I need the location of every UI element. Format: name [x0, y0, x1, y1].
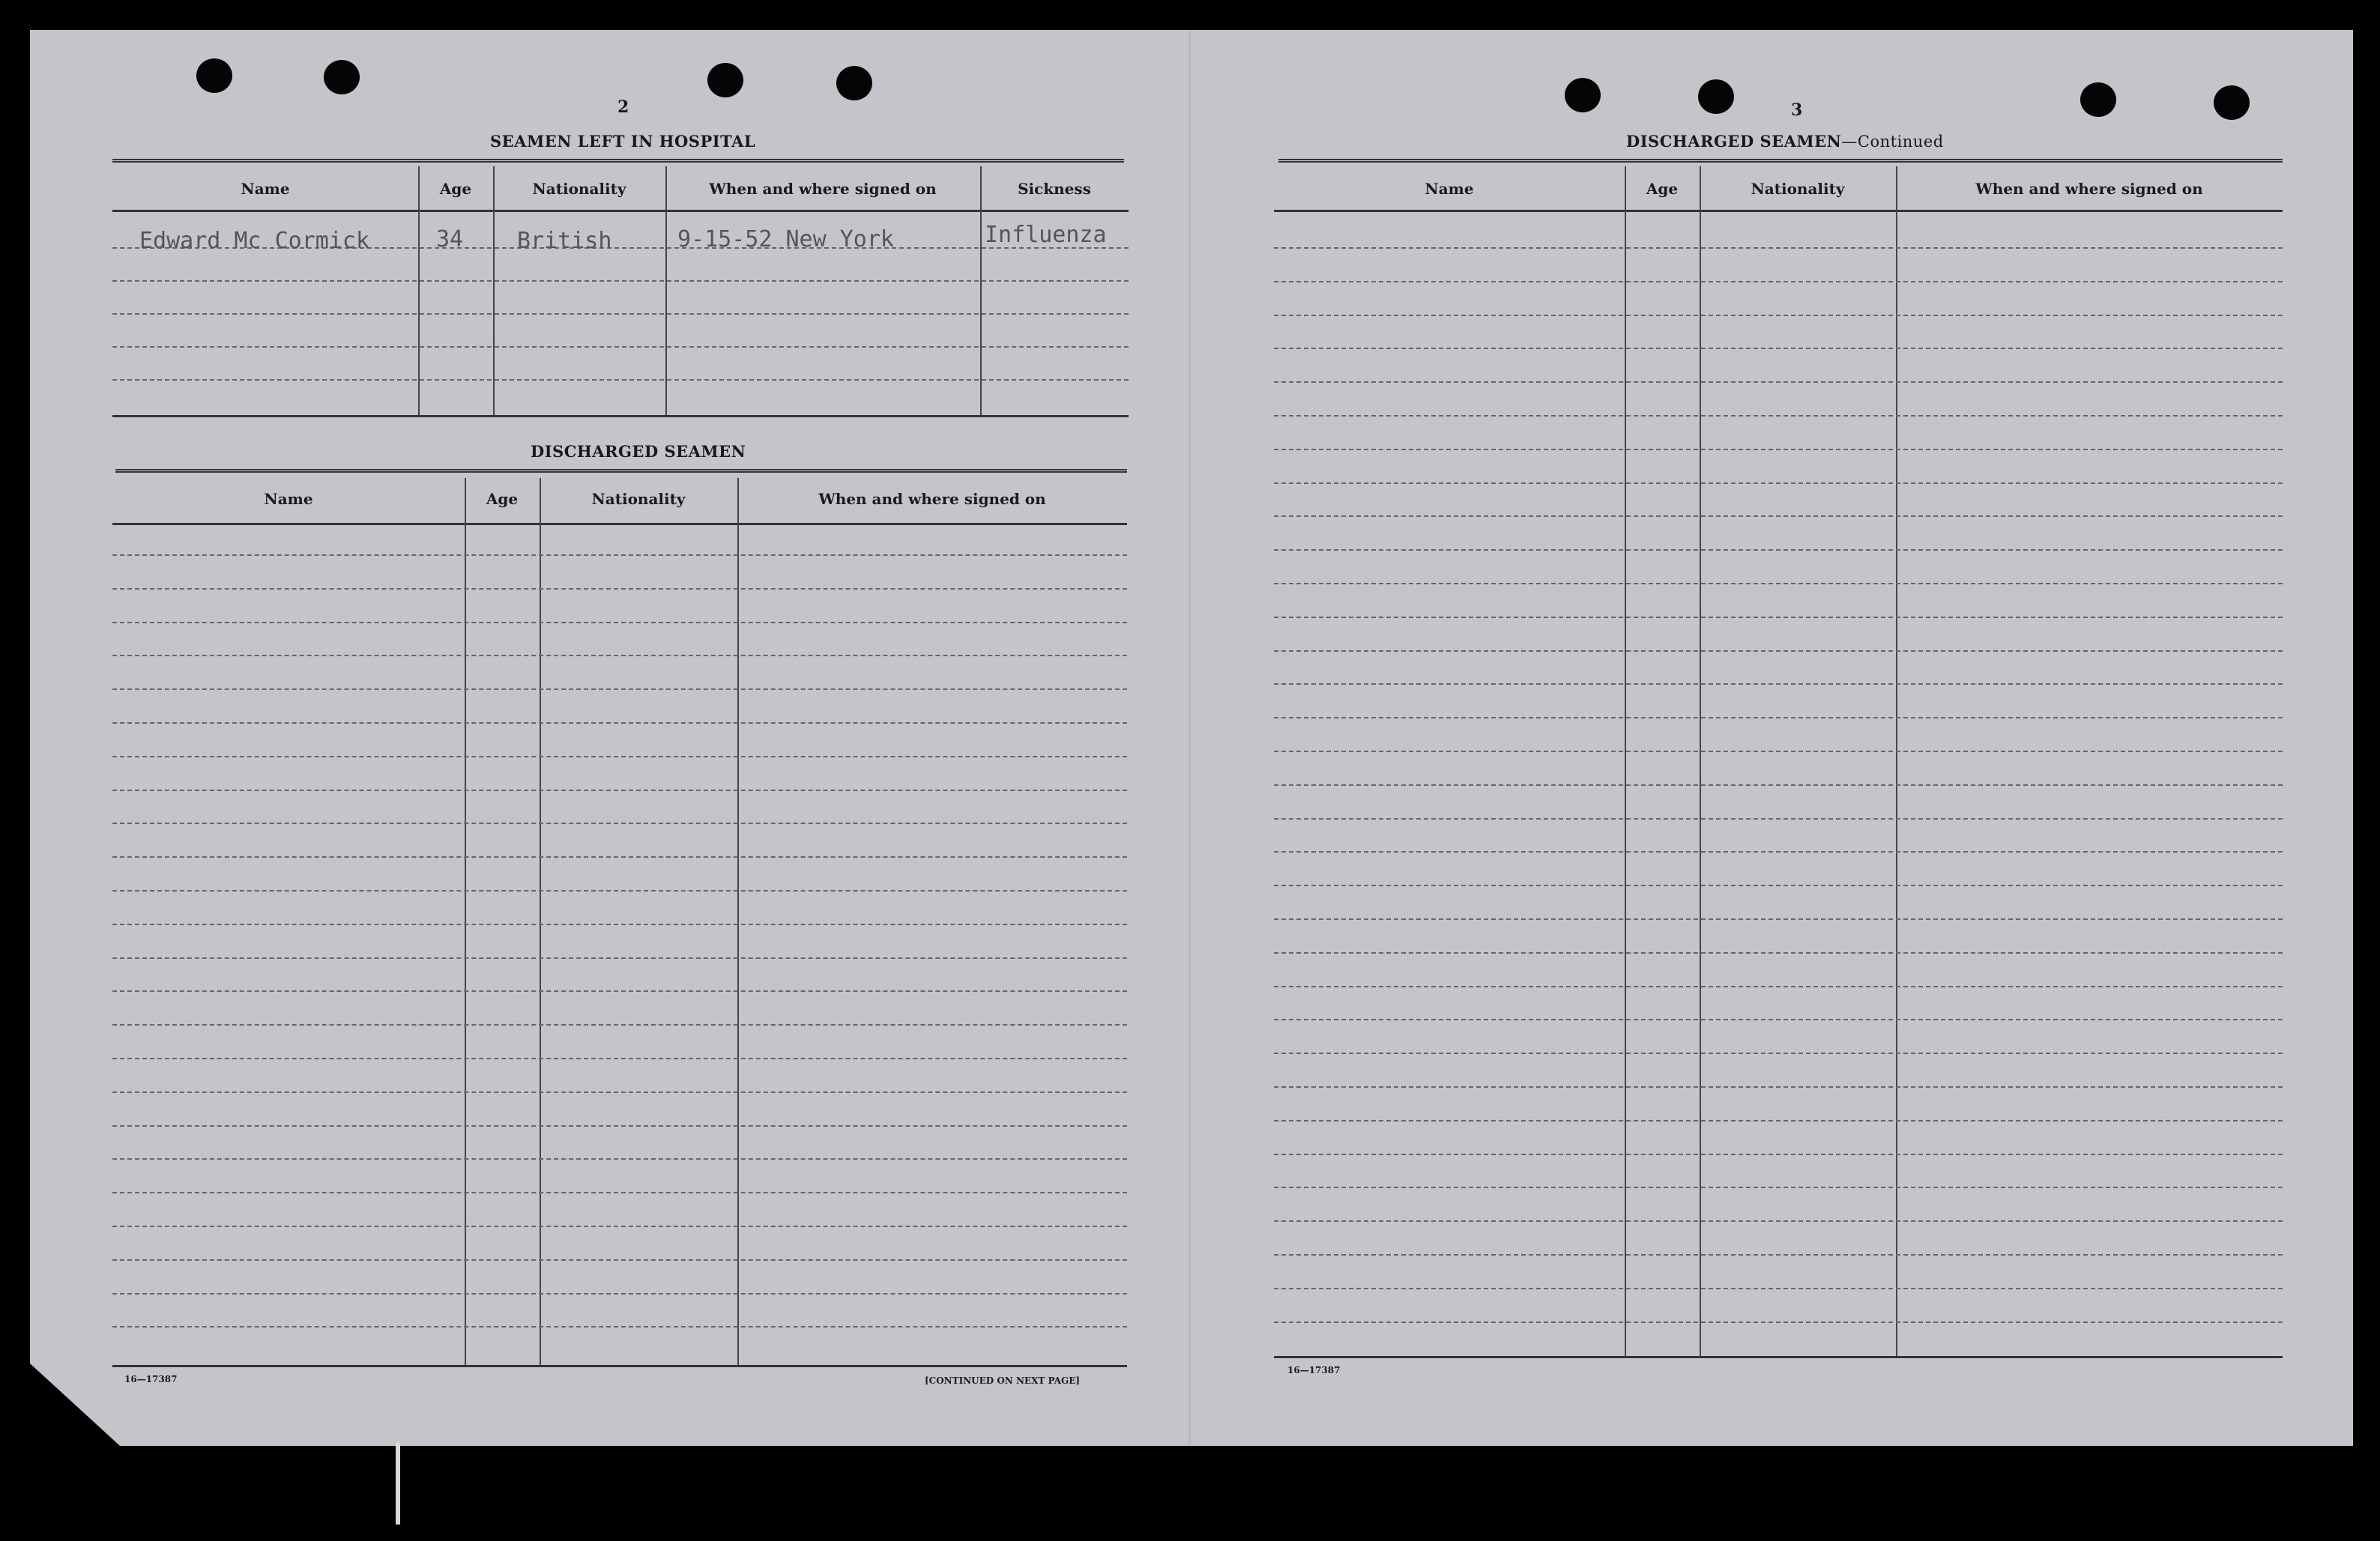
entry-line: [1274, 1288, 2283, 1289]
entry-line: [1274, 818, 2283, 820]
column-divider: [737, 478, 739, 1366]
entry-line: [1274, 1154, 2283, 1155]
continued-note: [CONTINUED ON NEXT PAGE]: [925, 1375, 1081, 1386]
entry-line: [112, 280, 1129, 282]
entry-line: [1274, 315, 2283, 316]
entry-line: [1274, 381, 2283, 383]
table-bottom-rule: [112, 1365, 1127, 1367]
entry-line: [112, 722, 1127, 724]
col-age-header: Age: [439, 180, 472, 198]
right-title-rule: [1278, 159, 2283, 163]
discharged-continued-title: [1626, 132, 1944, 151]
entry-line: [1274, 1220, 2283, 1222]
title-continued: —Continued: [1841, 133, 1944, 151]
entry-line: [112, 1092, 1127, 1093]
hospital-row-signed-on: 9-15-52 New York: [677, 226, 894, 252]
entry-line: [1274, 348, 2283, 349]
punch-hole: [196, 58, 232, 93]
entry-line: [1274, 1120, 2283, 1121]
entry-line: [1274, 784, 2283, 786]
entry-line: [112, 856, 1127, 858]
entry-line: [1274, 851, 2283, 853]
entry-line: [1274, 650, 2283, 652]
column-divider: [1625, 166, 1626, 1356]
entry-line: [1274, 617, 2283, 618]
entry-line: [112, 1192, 1127, 1193]
entry-line: [1274, 1086, 2283, 1088]
punch-hole: [1565, 78, 1601, 112]
col-name-header: Name: [264, 490, 313, 508]
entry-line: [1274, 515, 2283, 517]
entry-line: [112, 790, 1127, 791]
discharged-header-row: [112, 478, 1127, 525]
col-sickness-header: Sickness: [1018, 180, 1091, 198]
entry-line: [1274, 482, 2283, 484]
hospital-row-nationality: British: [517, 228, 612, 254]
entry-line: [112, 1293, 1127, 1295]
entry-line: [112, 313, 1129, 315]
entry-line: [112, 622, 1127, 623]
hospital-row-sickness: Influenza: [985, 222, 1107, 248]
title-main: DISCHARGED SEAMEN: [1626, 132, 1842, 151]
entry-line: [112, 957, 1127, 959]
entry-line: [112, 823, 1127, 824]
col-signed-on-header: When and where signed on: [1975, 180, 2203, 198]
form-code-left: 16—17387: [124, 1374, 178, 1384]
entry-line: [112, 990, 1127, 992]
entry-line: [1274, 1187, 2283, 1188]
entry-line: [112, 1125, 1127, 1127]
hospital-row-age: 34: [436, 226, 464, 252]
col-signed-on-header: When and where signed on: [818, 490, 1046, 508]
entry-line: [112, 1158, 1127, 1160]
entry-line: [112, 655, 1127, 656]
entry-line: [1274, 281, 2283, 282]
form-code-right: 16—17387: [1287, 1365, 1341, 1375]
torn-edge: [396, 1442, 400, 1525]
entry-line: [1274, 549, 2283, 551]
entry-line: [1274, 952, 2283, 954]
punch-hole: [1698, 79, 1734, 114]
entry-line: [112, 688, 1127, 690]
entry-line: [112, 379, 1129, 381]
entry-line: [1274, 1254, 2283, 1256]
column-divider: [540, 478, 541, 1366]
entry-line: [112, 1226, 1127, 1227]
table-bottom-rule: [112, 415, 1129, 417]
column-divider: [1896, 166, 1897, 1356]
discharged-table: [112, 478, 1127, 1369]
col-signed-on-header: When and where signed on: [709, 180, 937, 198]
page-number-left: 2: [617, 97, 629, 117]
entry-line: [112, 756, 1127, 757]
hospital-section-title: SEAMEN LEFT IN HOSPITAL: [490, 132, 756, 151]
entry-line: [1274, 1053, 2283, 1054]
entry-line: [1274, 449, 2283, 450]
hospital-row-name: Edward Mc Cormick: [139, 228, 370, 254]
col-nationality-header: Nationality: [1751, 180, 1845, 198]
col-nationality-header: Nationality: [591, 490, 686, 508]
entry-line: [112, 346, 1129, 348]
column-divider: [465, 478, 466, 1366]
entry-line: [1274, 885, 2283, 886]
table-bottom-rule: [1274, 1356, 2283, 1358]
entry-line: [1274, 986, 2283, 987]
col-name-header: Name: [241, 180, 290, 198]
hospital-header-row: [112, 166, 1129, 212]
entry-line: [1274, 751, 2283, 752]
hospital-table: [112, 166, 1129, 421]
entry-line: [1274, 918, 2283, 920]
punch-hole: [836, 66, 872, 100]
col-age-header: Age: [1646, 180, 1679, 198]
entry-line: [112, 1024, 1127, 1026]
col-name-header: Name: [1425, 180, 1474, 198]
page-number-right: 3: [1791, 100, 1803, 120]
punch-hole: [2080, 82, 2116, 117]
entry-line: [112, 1259, 1127, 1261]
entry-line: [112, 1326, 1127, 1327]
col-nationality-header: Nationality: [532, 180, 626, 198]
punch-hole: [324, 60, 360, 94]
discharged-section-title: DISCHARGED SEAMEN: [531, 442, 746, 461]
discharged-title-rule: [115, 469, 1127, 473]
right-header-row: [1274, 166, 2283, 212]
entry-line: [112, 1058, 1127, 1059]
entry-line: [112, 924, 1127, 925]
entry-line: [112, 554, 1127, 556]
column-divider: [1700, 166, 1701, 1356]
discharged-continued-table: [1274, 166, 2283, 1360]
entry-line: [112, 588, 1127, 590]
col-age-header: Age: [486, 490, 519, 508]
entry-line: [1274, 247, 2283, 249]
entry-line: [112, 890, 1127, 891]
entry-line: [1274, 717, 2283, 718]
hospital-title-rule: [112, 159, 1124, 163]
entry-line: [1274, 415, 2283, 417]
page-fold: [1189, 30, 1191, 1446]
entry-line: [1274, 683, 2283, 685]
entry-line: [1274, 1019, 2283, 1020]
entry-line: [1274, 583, 2283, 584]
punch-hole: [2214, 85, 2250, 120]
entry-line: [1274, 1321, 2283, 1323]
punch-hole: [707, 63, 743, 97]
